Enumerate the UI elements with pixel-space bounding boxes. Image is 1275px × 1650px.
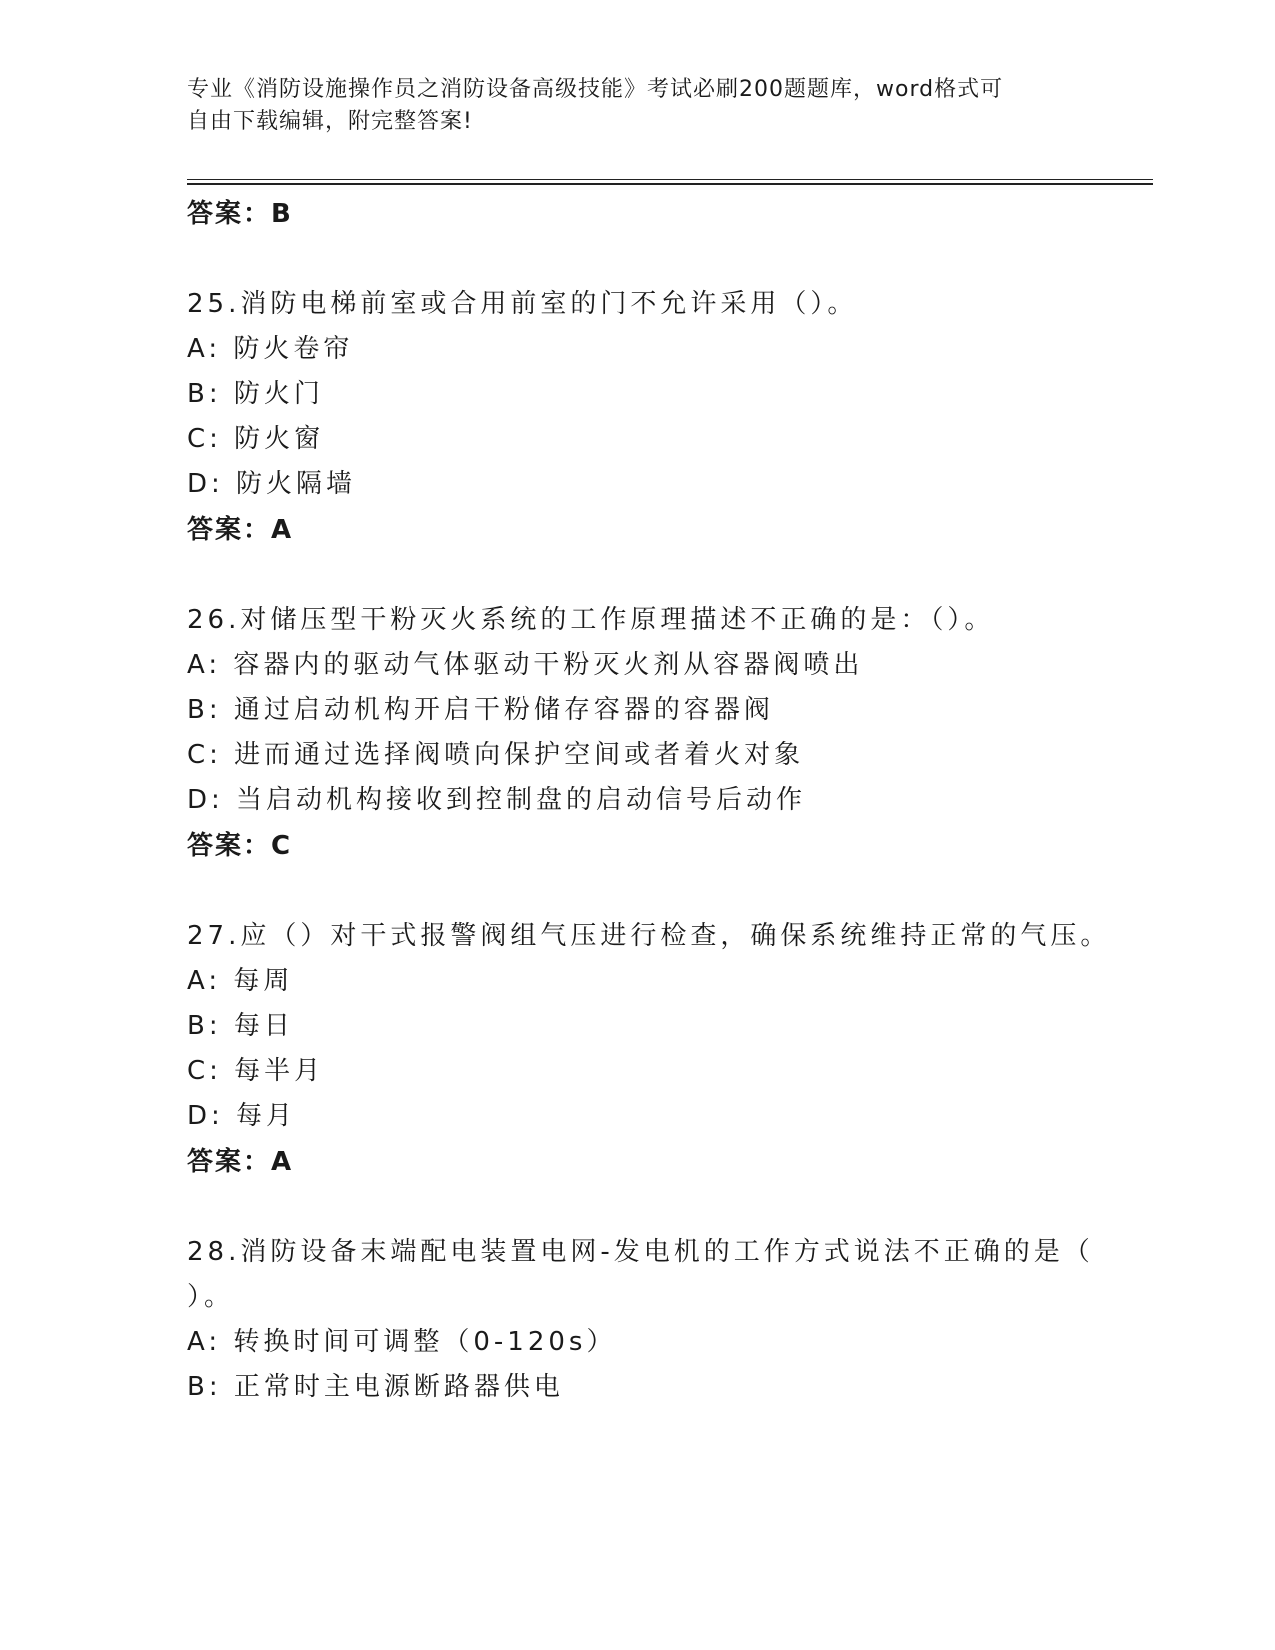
option-b: B: 正常时主电源断路器供电 bbox=[187, 1372, 564, 1402]
option-c: C: 进而通过选择阀喷向保护空间或者着火对象 bbox=[187, 740, 805, 770]
option-b: B: 每日 bbox=[187, 1011, 294, 1041]
option-d: D: 防火隔墙 bbox=[187, 469, 357, 499]
option-c: C: 每半月 bbox=[187, 1056, 325, 1086]
option-a: A: 每周 bbox=[187, 966, 294, 996]
answer-line: 答案：A bbox=[187, 515, 294, 545]
answer-line: 答案：A bbox=[187, 1147, 294, 1177]
option-a: A: 转换时间可调整（0-120s） bbox=[187, 1327, 617, 1357]
question-stem: 28.消防设备末端配电装置电网-发电机的工作方式说法不正确的是（ bbox=[187, 1237, 1094, 1267]
option-d: D: 每月 bbox=[187, 1101, 297, 1131]
header-line-2: 自由下载编辑，附完整答案! bbox=[187, 109, 473, 134]
answer-line: 答案：B bbox=[187, 199, 293, 229]
answer-line: 答案：C bbox=[187, 831, 293, 861]
question-stem: 27.应（）对干式报警阀组气压进行检查，确保系统维持正常的气压。 bbox=[187, 921, 1111, 951]
option-c: C: 防火窗 bbox=[187, 424, 325, 454]
option-b: B: 防火门 bbox=[187, 379, 324, 409]
option-b: B: 通过启动机构开启干粉储存容器的容器阀 bbox=[187, 695, 774, 725]
document-header bbox=[187, 74, 1067, 138]
option-a: A: 防火卷帘 bbox=[187, 334, 354, 364]
header-divider-thin bbox=[187, 179, 1153, 180]
header-divider-thick bbox=[187, 183, 1153, 185]
header-line-1: 专业《消防设施操作员之消防设备高级技能》考试必刷200题题库，word格式可 bbox=[187, 77, 1004, 102]
option-a: A: 容器内的驱动气体驱动干粉灭火剂从容器阀喷出 bbox=[187, 650, 864, 680]
option-d: D: 当启动机构接收到控制盘的启动信号后动作 bbox=[187, 785, 807, 815]
question-stem-continued: ）。 bbox=[187, 1282, 235, 1312]
question-stem: 26.对储压型干粉灭火系统的工作原理描述不正确的是：（）。 bbox=[187, 605, 995, 635]
question-stem: 25.消防电梯前室或合用前室的门不允许采用（）。 bbox=[187, 289, 858, 319]
